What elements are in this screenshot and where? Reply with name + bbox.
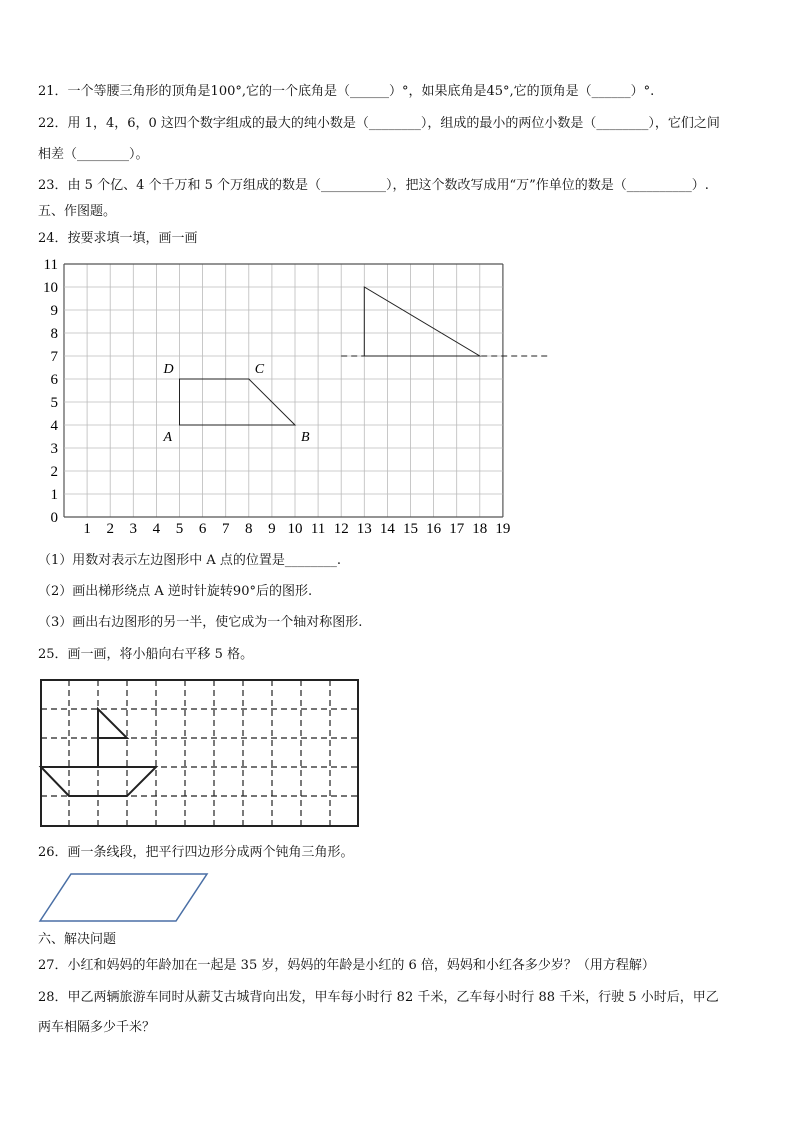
y-tick-label: 9 <box>50 303 58 319</box>
x-tick-label: 7 <box>221 521 230 537</box>
parallelogram-figure <box>38 872 210 924</box>
point-label-b: B <box>301 430 310 445</box>
x-tick-label: 4 <box>152 521 161 537</box>
y-tick-label: 7 <box>50 349 58 365</box>
x-tick-label: 19 <box>495 521 511 537</box>
question-28-line1: 28．甲乙两辆旅游车同时从薪艾古城背向出发，甲车每小时行 82 千米，乙车每小时行 88 千米，行驶 5 小时后，甲乙 <box>38 990 719 1005</box>
x-tick-label: 10 <box>287 521 303 537</box>
question-23: 23．由 5 个亿、4 个千万和 5 个万组成的数是（__________），把这个数改写成用“万”作单位的数是（__________）. <box>38 178 709 193</box>
y-tick-label: 1 <box>50 487 58 503</box>
question-28-line2: 两车相隔多少千米？ <box>38 1020 156 1035</box>
x-tick-label: 16 <box>426 521 442 537</box>
x-tick-label: 14 <box>379 521 395 537</box>
x-tick-label: 13 <box>356 521 372 537</box>
section-6-heading: 六、解决问题 <box>38 932 117 947</box>
question-24-part-2: （2）画出梯形绕点 A 逆时针旋转90°后的图形. <box>38 584 313 599</box>
question-24: 24．按要求填一填，画一画 <box>38 231 198 246</box>
grid-tick-labels <box>43 257 510 537</box>
grid-lines <box>64 264 503 517</box>
boat-grid-border <box>41 680 358 826</box>
question-21: 21．一个等腰三角形的顶角是100°,它的一个底角是（______）°，如果底角是45°,它的顶角是（______）°. <box>38 84 655 99</box>
x-tick-label: 18 <box>472 521 488 537</box>
question-24-part-3: （3）画出右边图形的另一半，使它成为一个轴对称图形. <box>38 615 363 630</box>
y-tick-label: 4 <box>50 418 58 434</box>
x-tick-label: 3 <box>129 521 138 537</box>
point-label-d: D <box>163 362 174 377</box>
x-tick-label: 11 <box>310 521 326 537</box>
y-tick-label: 3 <box>50 441 58 457</box>
x-tick-label: 8 <box>245 521 253 537</box>
y-tick-label: 5 <box>50 395 58 411</box>
coordinate-grid-figure <box>38 248 558 538</box>
question-25: 25．画一画，将小船向右平移 5 格。 <box>38 647 254 662</box>
y-tick-label: 2 <box>50 464 58 480</box>
y-tick-label: 0 <box>50 510 58 526</box>
x-tick-label: 5 <box>175 521 184 537</box>
y-tick-label: 6 <box>50 372 58 388</box>
x-tick-label: 6 <box>198 521 207 537</box>
x-tick-label: 2 <box>106 521 114 537</box>
right-half-triangle <box>364 287 480 356</box>
question-22-line1: 22．用 1，4，6，0 这四个数字组成的最大的纯小数是（________），组成的最小的两位小数是（________），它们之间 <box>38 116 720 131</box>
section-5-heading: 五、作图题。 <box>38 204 117 219</box>
point-label-a: A <box>163 430 173 445</box>
question-26: 26．画一条线段，把平行四边形分成两个钝角三角形。 <box>38 845 354 860</box>
x-tick-label: 15 <box>403 521 418 537</box>
y-tick-label: 10 <box>43 280 58 296</box>
y-tick-label: 8 <box>50 326 58 342</box>
x-tick-label: 17 <box>449 521 465 537</box>
question-27: 27．小红和妈妈的年龄加在一起是 35 岁，妈妈的年龄是小红的 6 倍，妈妈和小红各多少岁？（用方程解） <box>38 958 655 973</box>
x-tick-label: 1 <box>83 521 91 537</box>
y-tick-label: 11 <box>43 257 58 273</box>
boat-grid-figure <box>38 678 362 830</box>
question-24-part-1: （1）用数对表示左边图形中 A 点的位置是________. <box>38 553 342 568</box>
question-22-line2: 相差（________）。 <box>38 147 149 162</box>
point-label-c: C <box>254 362 265 377</box>
x-tick-label: 9 <box>268 521 276 537</box>
x-tick-label: 12 <box>333 521 349 537</box>
